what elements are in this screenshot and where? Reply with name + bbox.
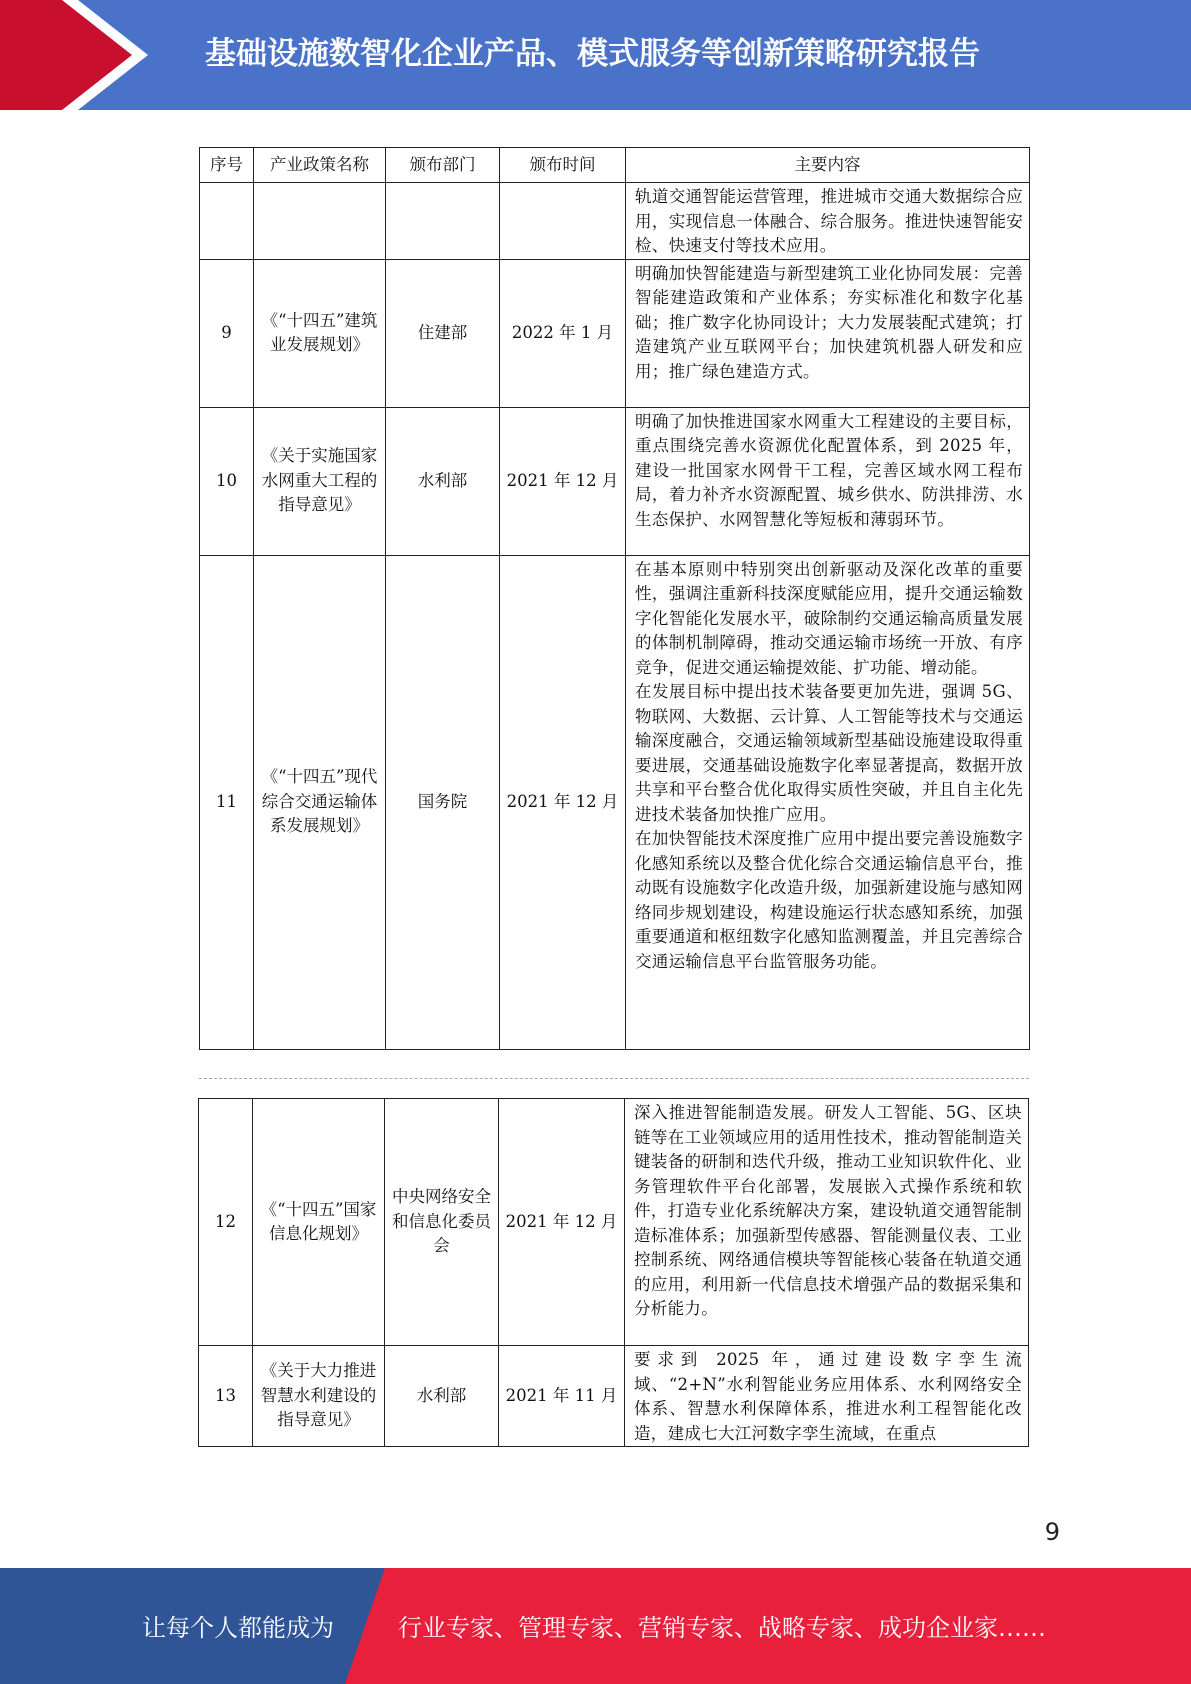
row-no: 13 xyxy=(199,1346,253,1447)
row-content xyxy=(626,555,1030,1049)
row-no: 12 xyxy=(199,1099,253,1346)
header-dept: 颁布部门 xyxy=(386,148,500,183)
policy-table-lower xyxy=(198,1098,1029,1447)
table-row xyxy=(200,555,1030,1049)
table-row xyxy=(200,407,1030,555)
row-date: 2021 年 12 月 xyxy=(500,555,626,1049)
header-content: 主要内容 xyxy=(626,148,1030,183)
policy-table-upper xyxy=(199,147,1030,1050)
row-name: 《“十四五”现代综合交通运输体系发展规划》 xyxy=(254,555,386,1049)
row-name: 《关于大力推进智慧水利建设的指导意见》 xyxy=(253,1346,385,1447)
page-number: 9 xyxy=(1044,1518,1060,1546)
row-dept: 中央网络安全和信息化委员会 xyxy=(385,1099,499,1346)
row-name: 《“十四五”建筑业发展规划》 xyxy=(254,259,386,407)
content-paragraph: 深入推进智能制造发展。研发人工智能、5G、区块链等在工业领域应用的适用性技术，推动智能制造关键装备的研制和迭代升级，推动工业知识软件化、业务管理软件平台化部署，发展嵌入式操作系统和软件，打造专业化系统解决方案，建设轨道交通智能制造标准体系；加强新型传感器、智能测量仪表、工业控制系统、网络通信模块等智能核心装备在轨道交通的应用，利用新一代信息技术增强产品的数据采集和分析能力。 xyxy=(634,1103,1022,1318)
row-dept: 国务院 xyxy=(386,555,500,1049)
row-content xyxy=(626,259,1030,407)
row-content xyxy=(626,183,1030,260)
row-no: 11 xyxy=(200,555,254,1049)
header-name: 产业政策名称 xyxy=(254,148,386,183)
page-break-line xyxy=(199,1078,1029,1079)
row-date: 2022 年 1 月 xyxy=(500,259,626,407)
row-name xyxy=(254,183,386,260)
row-date: 2021 年 12 月 xyxy=(499,1099,625,1346)
row-content xyxy=(625,1346,1029,1447)
table-row xyxy=(200,183,1030,260)
row-content xyxy=(625,1099,1029,1346)
page-footer xyxy=(0,1568,1191,1684)
content-paragraph: 在发展目标中提出技术装备要更加先进，强调 5G、物联网、大数据、云计算、人工智能等技术与交通运输深度融合，交通运输领域新型基础设施建设取得重要进展，交通基础设施数字化率显著提高，数据开放共享和平台整合优化取得实质性突破，并且自主化先进技术装备加快推广应用。 xyxy=(635,682,1023,824)
row-date: 2021 年 12 月 xyxy=(500,407,626,555)
table-header-row xyxy=(200,148,1030,183)
table-row xyxy=(200,259,1030,407)
footer-slogan-left: 让每个人都能成为 xyxy=(142,1614,334,1642)
row-no: 10 xyxy=(200,407,254,555)
row-date xyxy=(500,183,626,260)
content-paragraph: 轨道交通智能运营管理，推进城市交通大数据综合应用，实现信息一体融合、综合服务。推进快速智能安检、快速支付等技术应用。 xyxy=(635,187,1023,255)
row-no: 9 xyxy=(200,259,254,407)
table-row xyxy=(199,1099,1029,1346)
page-header xyxy=(0,0,1191,110)
content-paragraph: 明确加快智能建造与新型建筑工业化协同发展：完善智能建造政策和产业体系；夯实标准化和数字化基础；推广数字化协同设计；大力发展装配式建筑；打造建筑产业互联网平台；加快建筑机器人研发和应用；推广绿色建造方式。 xyxy=(635,263,1023,381)
content-paragraph: 在加快智能技术深度推广应用中提出要完善设施数字化感知系统以及整合优化综合交通运输信息平台，推动既有设施数字化改造升级，加强新建设施与感知网络同步规划建设，构建设施运行状态感知系统，加强重要通道和枢纽数字化感知监测覆盖，并且完善综合交通运输信息平台监管服务功能。 xyxy=(635,829,1023,971)
report-title: 基础设施数智化企业产品、模式服务等创新策略研究报告 xyxy=(205,36,980,72)
header-no: 序号 xyxy=(200,148,254,183)
row-name: 《关于实施国家水网重大工程的指导意见》 xyxy=(254,407,386,555)
header-date: 颁布时间 xyxy=(500,148,626,183)
row-content xyxy=(626,407,1030,555)
row-dept: 水利部 xyxy=(386,407,500,555)
row-name: 《“十四五”国家信息化规划》 xyxy=(253,1099,385,1346)
row-dept: 住建部 xyxy=(386,259,500,407)
row-no xyxy=(200,183,254,260)
content-paragraph: 在基本原则中特别突出创新驱动及深化改革的重要性，强调注重新科技深度赋能应用，提升交通运输数字化智能化发展水平，破除制约交通运输高质量发展的体制机制障碍，推动交通运输市场统一开放、有序竞争，促进交通运输提效能、扩功能、增动能。 xyxy=(635,559,1023,677)
row-dept: 水利部 xyxy=(385,1346,499,1447)
content-paragraph: 要求到 2025 年，通过建设数字孪生流域、“2+N”水利智能业务应用体系、水利网络安全体系、智慧水利保障体系，推进水利工程智能化改造，建成七大江河数字孪生流域，在重点 xyxy=(634,1350,1022,1443)
content-paragraph: 明确了加快推进国家水网重大工程建设的主要目标，重点围绕完善水资源优化配置体系，到 2025 年，建设一批国家水网骨干工程，完善区域水网工程布局，着力补齐水资源配置、城乡供水、防洪排涝、水生态保护、水网智慧化等短板和薄弱环节。 xyxy=(635,411,1023,529)
header-chevron-icon xyxy=(0,0,160,110)
footer-slogan-right: 行业专家、管理专家、营销专家、战略专家、成功企业家…… xyxy=(398,1614,1046,1642)
row-dept xyxy=(386,183,500,260)
table-row xyxy=(199,1346,1029,1447)
row-date: 2021 年 11 月 xyxy=(499,1346,625,1447)
